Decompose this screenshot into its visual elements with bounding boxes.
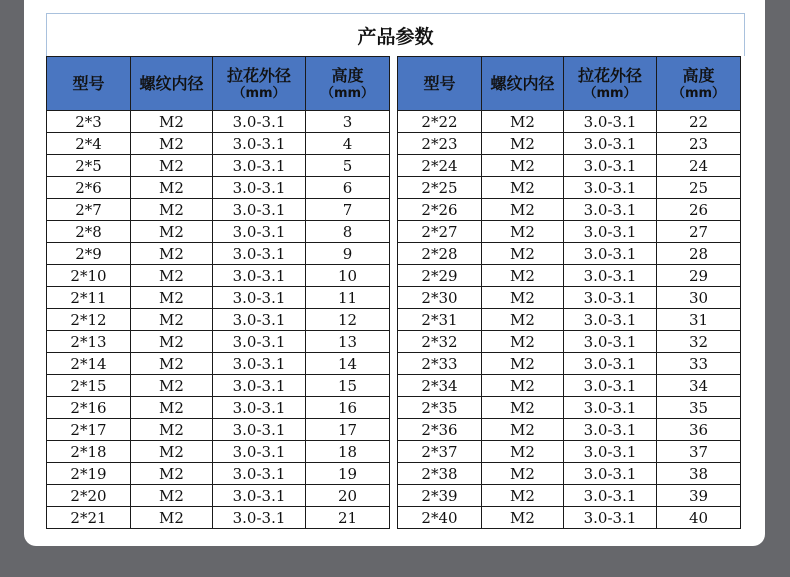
- cell-knurl-outer-diameter: 3.0-3.1: [213, 287, 306, 309]
- cell-height: 22: [657, 111, 741, 133]
- cell-knurl-outer-diameter: 3.0-3.1: [213, 463, 306, 485]
- cell-height: 36: [657, 419, 741, 441]
- cell-knurl-outer-diameter: 3.0-3.1: [213, 441, 306, 463]
- cell-knurl-outer-diameter: 3.0-3.1: [564, 133, 657, 155]
- cell-height: 29: [657, 265, 741, 287]
- table-row: [47, 485, 390, 507]
- cell-thread-inner-diameter: M2: [482, 199, 564, 221]
- cell-height: 20: [306, 485, 390, 507]
- cell-model: 2*3: [47, 111, 131, 133]
- cell-knurl-outer-diameter: 3.0-3.1: [213, 485, 306, 507]
- cell-height: 35: [657, 397, 741, 419]
- cell-knurl-outer-diameter: 3.0-3.1: [564, 375, 657, 397]
- cell-thread-inner-diameter: M2: [131, 133, 213, 155]
- cell-thread-inner-diameter: M2: [131, 485, 213, 507]
- cell-thread-inner-diameter: M2: [482, 441, 564, 463]
- cell-knurl-outer-diameter: 3.0-3.1: [213, 309, 306, 331]
- table-row: [47, 199, 390, 221]
- table-row: [398, 243, 741, 265]
- cell-thread-inner-diameter: M2: [482, 309, 564, 331]
- table-row: [398, 507, 741, 529]
- cell-thread-inner-diameter: M2: [482, 265, 564, 287]
- table-row: [398, 265, 741, 287]
- cell-thread-inner-diameter: M2: [482, 155, 564, 177]
- cell-model: 2*40: [398, 507, 482, 529]
- table-row: [47, 353, 390, 375]
- table-row: [398, 375, 741, 397]
- cell-height: 14: [306, 353, 390, 375]
- cell-knurl-outer-diameter: 3.0-3.1: [564, 441, 657, 463]
- cell-thread-inner-diameter: M2: [131, 353, 213, 375]
- cell-model: 2*11: [47, 287, 131, 309]
- cell-model: 2*19: [47, 463, 131, 485]
- cell-thread-inner-diameter: M2: [131, 221, 213, 243]
- table-title: 产品参数: [46, 13, 745, 56]
- cell-thread-inner-diameter: M2: [131, 463, 213, 485]
- cell-model: 2*33: [398, 353, 482, 375]
- cell-height: 23: [657, 133, 741, 155]
- table-row: [398, 463, 741, 485]
- header-thread-inner-diameter: 螺纹内径: [482, 57, 564, 111]
- cell-height: 28: [657, 243, 741, 265]
- cell-height: 33: [657, 353, 741, 375]
- table-row: [398, 309, 741, 331]
- cell-thread-inner-diameter: M2: [482, 419, 564, 441]
- table-row: [47, 309, 390, 331]
- cell-thread-inner-diameter: M2: [482, 221, 564, 243]
- cell-knurl-outer-diameter: 3.0-3.1: [564, 155, 657, 177]
- cell-thread-inner-diameter: M2: [482, 507, 564, 529]
- cell-knurl-outer-diameter: 3.0-3.1: [564, 485, 657, 507]
- table-row: [47, 331, 390, 353]
- cell-model: 2*26: [398, 199, 482, 221]
- table-row: [47, 265, 390, 287]
- table-row: [47, 441, 390, 463]
- table-row: [47, 419, 390, 441]
- cell-model: 2*15: [47, 375, 131, 397]
- cell-thread-inner-diameter: M2: [131, 331, 213, 353]
- cell-thread-inner-diameter: M2: [482, 133, 564, 155]
- cell-knurl-outer-diameter: 3.0-3.1: [564, 199, 657, 221]
- cell-model: 2*25: [398, 177, 482, 199]
- table-row: [47, 375, 390, 397]
- cell-thread-inner-diameter: M2: [131, 177, 213, 199]
- cell-thread-inner-diameter: M2: [131, 309, 213, 331]
- cell-knurl-outer-diameter: 3.0-3.1: [564, 353, 657, 375]
- cell-thread-inner-diameter: M2: [482, 243, 564, 265]
- cell-height: 19: [306, 463, 390, 485]
- cell-height: 31: [657, 309, 741, 331]
- cell-knurl-outer-diameter: 3.0-3.1: [213, 133, 306, 155]
- cell-thread-inner-diameter: M2: [131, 375, 213, 397]
- header-thread-inner-diameter: 螺纹内径: [131, 57, 213, 111]
- table-row: [398, 111, 741, 133]
- cell-knurl-outer-diameter: 3.0-3.1: [213, 397, 306, 419]
- cell-model: 2*20: [47, 485, 131, 507]
- cell-knurl-outer-diameter: 3.0-3.1: [213, 265, 306, 287]
- table-row: [47, 397, 390, 419]
- cell-knurl-outer-diameter: 3.0-3.1: [213, 507, 306, 529]
- table-row: [47, 155, 390, 177]
- cell-knurl-outer-diameter: 3.0-3.1: [213, 221, 306, 243]
- header-height: 高度 （mm）: [306, 57, 390, 111]
- cell-knurl-outer-diameter: 3.0-3.1: [564, 463, 657, 485]
- cell-knurl-outer-diameter: 3.0-3.1: [564, 265, 657, 287]
- spec-table-right: [397, 56, 741, 529]
- cell-model: 2*29: [398, 265, 482, 287]
- cell-height: 13: [306, 331, 390, 353]
- table-row: [398, 419, 741, 441]
- cell-model: 2*30: [398, 287, 482, 309]
- cell-model: 2*24: [398, 155, 482, 177]
- cell-height: 12: [306, 309, 390, 331]
- cell-knurl-outer-diameter: 3.0-3.1: [564, 287, 657, 309]
- cell-height: 17: [306, 419, 390, 441]
- cell-model: 2*21: [47, 507, 131, 529]
- cell-height: 34: [657, 375, 741, 397]
- cell-height: 39: [657, 485, 741, 507]
- cell-height: 37: [657, 441, 741, 463]
- cell-height: 24: [657, 155, 741, 177]
- header-height: 高度 （mm）: [657, 57, 741, 111]
- cell-model: 2*28: [398, 243, 482, 265]
- cell-knurl-outer-diameter: 3.0-3.1: [213, 419, 306, 441]
- table-row: [398, 331, 741, 353]
- table-row: [47, 243, 390, 265]
- cell-model: 2*34: [398, 375, 482, 397]
- cell-thread-inner-diameter: M2: [482, 485, 564, 507]
- cell-model: 2*39: [398, 485, 482, 507]
- table-row: [398, 199, 741, 221]
- cell-height: 6: [306, 177, 390, 199]
- cell-thread-inner-diameter: M2: [482, 375, 564, 397]
- cell-height: 10: [306, 265, 390, 287]
- table-row: [398, 177, 741, 199]
- cell-height: 8: [306, 221, 390, 243]
- table-row: [47, 133, 390, 155]
- cell-model: 2*8: [47, 221, 131, 243]
- cell-knurl-outer-diameter: 3.0-3.1: [213, 155, 306, 177]
- header-unit: （mm）: [320, 85, 375, 101]
- cell-model: 2*5: [47, 155, 131, 177]
- spec-table-left: [46, 56, 390, 529]
- table-row: [47, 221, 390, 243]
- table-row: [398, 133, 741, 155]
- table-row: [398, 287, 741, 309]
- cell-thread-inner-diameter: M2: [482, 463, 564, 485]
- cell-model: 2*4: [47, 133, 131, 155]
- cell-thread-inner-diameter: M2: [131, 199, 213, 221]
- cell-model: 2*38: [398, 463, 482, 485]
- cell-height: 16: [306, 397, 390, 419]
- cell-thread-inner-diameter: M2: [482, 111, 564, 133]
- cell-thread-inner-diameter: M2: [131, 507, 213, 529]
- cell-knurl-outer-diameter: 3.0-3.1: [564, 309, 657, 331]
- cell-height: 38: [657, 463, 741, 485]
- cell-model: 2*16: [47, 397, 131, 419]
- cell-thread-inner-diameter: M2: [131, 441, 213, 463]
- cell-height: 21: [306, 507, 390, 529]
- cell-model: 2*13: [47, 331, 131, 353]
- cell-knurl-outer-diameter: 3.0-3.1: [564, 243, 657, 265]
- cell-model: 2*9: [47, 243, 131, 265]
- cell-height: 27: [657, 221, 741, 243]
- cell-knurl-outer-diameter: 3.0-3.1: [564, 177, 657, 199]
- cell-model: 2*17: [47, 419, 131, 441]
- cell-thread-inner-diameter: M2: [482, 353, 564, 375]
- cell-height: 7: [306, 199, 390, 221]
- cell-model: 2*7: [47, 199, 131, 221]
- cell-height: 25: [657, 177, 741, 199]
- cell-knurl-outer-diameter: 3.0-3.1: [213, 243, 306, 265]
- cell-model: 2*18: [47, 441, 131, 463]
- cell-thread-inner-diameter: M2: [482, 177, 564, 199]
- cell-model: 2*27: [398, 221, 482, 243]
- table-row: [398, 221, 741, 243]
- header-row: [47, 57, 390, 111]
- spec-card: [24, 0, 765, 546]
- cell-height: 9: [306, 243, 390, 265]
- cell-model: 2*22: [398, 111, 482, 133]
- table-row: [398, 155, 741, 177]
- header-unit: （mm）: [583, 85, 637, 101]
- table-row: [398, 353, 741, 375]
- cell-knurl-outer-diameter: 3.0-3.1: [213, 199, 306, 221]
- cell-thread-inner-diameter: M2: [131, 111, 213, 133]
- cell-thread-inner-diameter: M2: [131, 419, 213, 441]
- cell-knurl-outer-diameter: 3.0-3.1: [213, 375, 306, 397]
- cell-model: 2*14: [47, 353, 131, 375]
- header-unit: （mm）: [232, 85, 286, 101]
- header-model: 型号: [398, 57, 482, 111]
- cell-height: 32: [657, 331, 741, 353]
- cell-model: 2*12: [47, 309, 131, 331]
- table-row: [398, 397, 741, 419]
- cell-knurl-outer-diameter: 3.0-3.1: [213, 177, 306, 199]
- cell-knurl-outer-diameter: 3.0-3.1: [564, 111, 657, 133]
- cell-knurl-outer-diameter: 3.0-3.1: [213, 331, 306, 353]
- cell-height: 26: [657, 199, 741, 221]
- cell-height: 11: [306, 287, 390, 309]
- cell-height: 18: [306, 441, 390, 463]
- cell-thread-inner-diameter: M2: [482, 331, 564, 353]
- cell-thread-inner-diameter: M2: [131, 155, 213, 177]
- cell-knurl-outer-diameter: 3.0-3.1: [564, 507, 657, 529]
- cell-thread-inner-diameter: M2: [131, 397, 213, 419]
- cell-height: 40: [657, 507, 741, 529]
- cell-model: 2*37: [398, 441, 482, 463]
- cell-knurl-outer-diameter: 3.0-3.1: [213, 111, 306, 133]
- table-row: [47, 463, 390, 485]
- cell-height: 5: [306, 155, 390, 177]
- cell-model: 2*31: [398, 309, 482, 331]
- table-row: [47, 287, 390, 309]
- cell-thread-inner-diameter: M2: [482, 287, 564, 309]
- header-knurl-outer-diameter: 拉花外径 （mm）: [564, 57, 657, 111]
- cell-model: 2*10: [47, 265, 131, 287]
- cell-height: 3: [306, 111, 390, 133]
- cell-model: 2*35: [398, 397, 482, 419]
- table-row: [398, 441, 741, 463]
- cell-knurl-outer-diameter: 3.0-3.1: [564, 221, 657, 243]
- cell-knurl-outer-diameter: 3.0-3.1: [213, 353, 306, 375]
- cell-model: 2*6: [47, 177, 131, 199]
- cell-knurl-outer-diameter: 3.0-3.1: [564, 397, 657, 419]
- header-model: 型号: [47, 57, 131, 111]
- header-unit: （mm）: [671, 85, 726, 101]
- cell-thread-inner-diameter: M2: [131, 265, 213, 287]
- cell-knurl-outer-diameter: 3.0-3.1: [564, 331, 657, 353]
- table-row: [47, 177, 390, 199]
- cell-model: 2*32: [398, 331, 482, 353]
- table-row: [398, 485, 741, 507]
- cell-height: 30: [657, 287, 741, 309]
- cell-thread-inner-diameter: M2: [131, 287, 213, 309]
- table-row: [47, 507, 390, 529]
- cell-thread-inner-diameter: M2: [482, 397, 564, 419]
- cell-height: 15: [306, 375, 390, 397]
- cell-height: 4: [306, 133, 390, 155]
- cell-model: 2*23: [398, 133, 482, 155]
- table-row: [47, 111, 390, 133]
- header-row: [398, 57, 741, 111]
- cell-thread-inner-diameter: M2: [131, 243, 213, 265]
- header-knurl-outer-diameter: 拉花外径 （mm）: [213, 57, 306, 111]
- cell-model: 2*36: [398, 419, 482, 441]
- cell-knurl-outer-diameter: 3.0-3.1: [564, 419, 657, 441]
